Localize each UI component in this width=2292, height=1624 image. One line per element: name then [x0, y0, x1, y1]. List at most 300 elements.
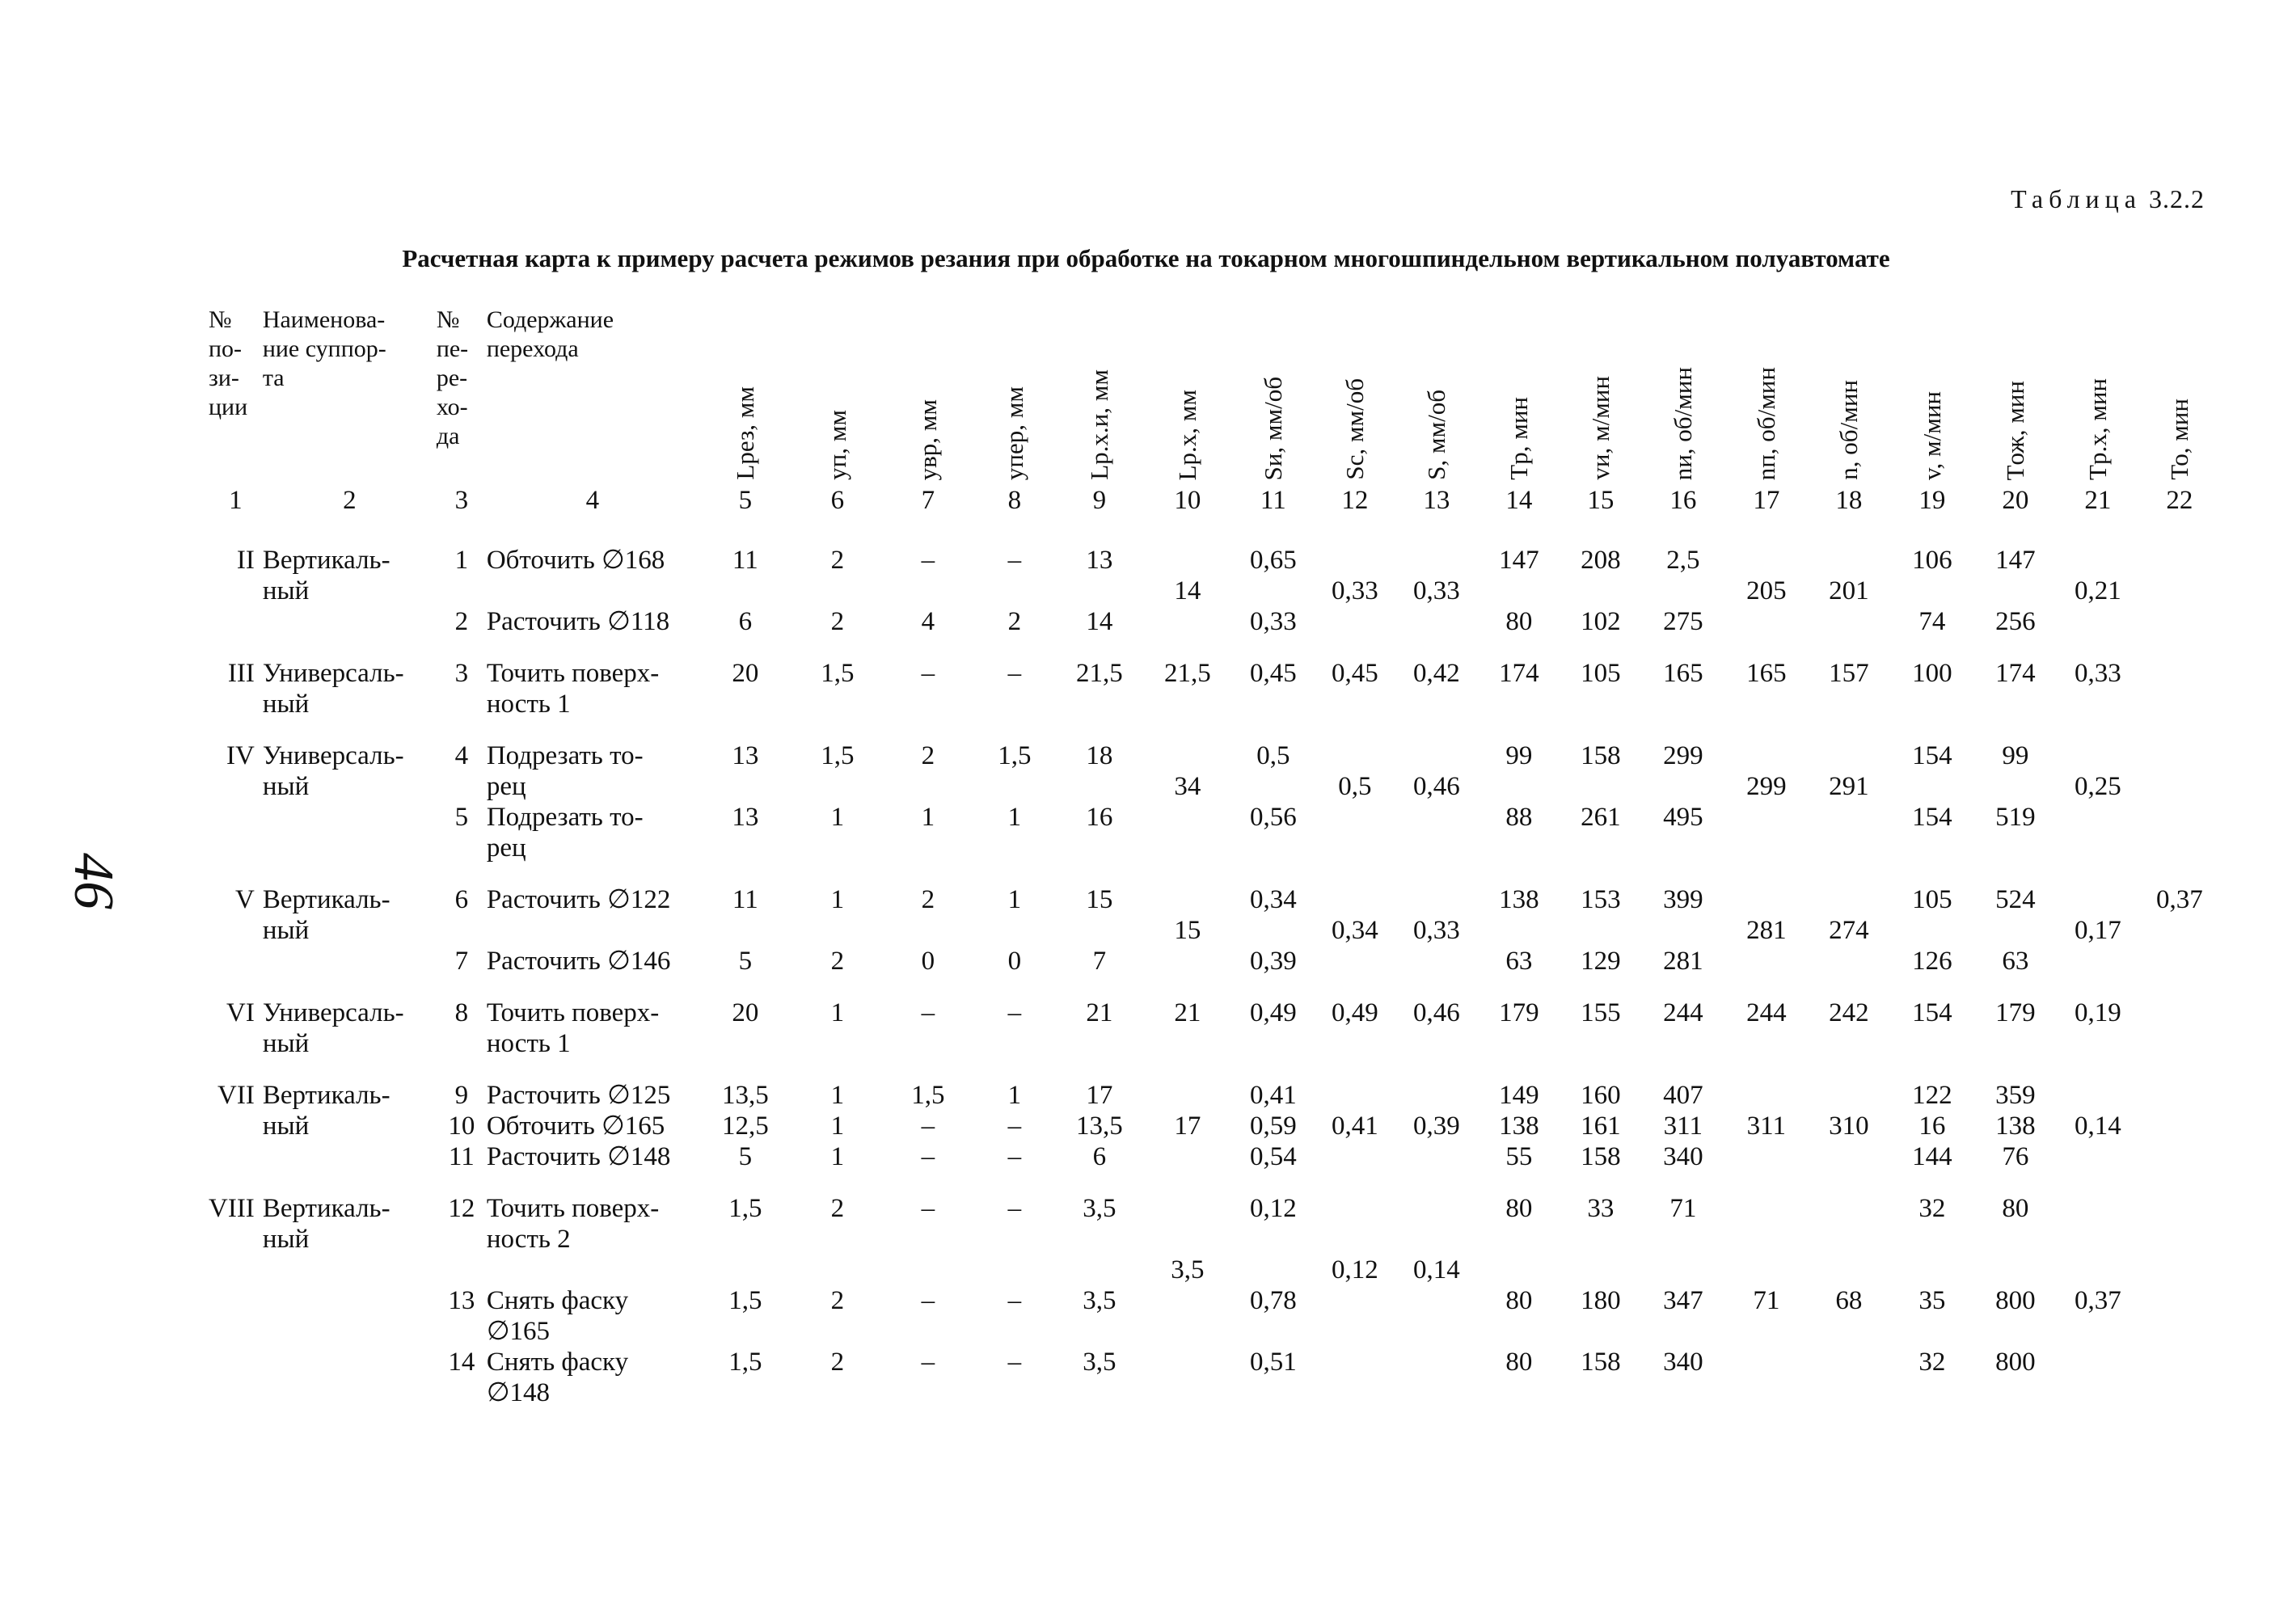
position-cell: VII [217, 1081, 255, 1110]
value-cell-c9 [1056, 1255, 1143, 1285]
value-cell-c18: 68 [1835, 1286, 1863, 1315]
support-cell [263, 689, 437, 719]
value-cell-c13 [1395, 884, 1478, 915]
value-cell-c9: 6 [1092, 1142, 1107, 1171]
value-cell-c22 [2139, 802, 2220, 833]
value-cell-c15: 158 [1581, 1348, 1621, 1377]
column-number: 11 [1260, 486, 1286, 515]
position-cell: III [227, 659, 255, 688]
table-title: Расчетная карта к примеру расчета режимов резания при обработке на токарном многошпиндельном вертикальном полуавтомате [402, 244, 1890, 272]
value-cell-c11 [1232, 771, 1315, 802]
position-cell: V [234, 885, 255, 914]
value-cell-c9 [1056, 915, 1143, 946]
table-row [209, 1255, 2220, 1285]
support-name-cont: ный [262, 1111, 310, 1141]
value-cell-c19 [1890, 1316, 1974, 1347]
value-cell-c11: 0,45 [1249, 659, 1297, 688]
value-cell-c8: – [1007, 998, 1022, 1027]
value-cell-c18 [1808, 1224, 1890, 1255]
value-cell-c14: 179 [1499, 998, 1539, 1027]
value-cell-c19: 105 [1912, 885, 1952, 914]
value-cell-c9: 3,5 [1083, 1286, 1116, 1315]
header-col8 [973, 306, 1056, 485]
value-cell-c15: 153 [1581, 885, 1621, 914]
value-cell-c8: – [1007, 659, 1022, 688]
value-cell-c11: 0,39 [1249, 947, 1297, 976]
value-cell-c18: 274 [1829, 916, 1869, 945]
value-cell-c8: – [1007, 1194, 1022, 1223]
value-cell-c9: 14 [1086, 607, 1113, 636]
value-cell-c22 [2139, 740, 2220, 771]
value-cell-c16: 275 [1663, 607, 1703, 636]
support-cell [263, 1255, 437, 1285]
transition-content-cell [487, 1111, 699, 1141]
value-cell-c12: 0,12 [1331, 1255, 1378, 1284]
value-cell-c21 [2057, 545, 2139, 576]
value-cell-c18 [1808, 802, 1890, 833]
value-cell-c21 [2057, 1377, 2139, 1408]
value-cell-c16 [1641, 833, 1725, 863]
transition-number-cell: 6 [454, 885, 469, 914]
value-cell-c19 [1890, 771, 1974, 802]
value-cell-c10 [1143, 1141, 1232, 1172]
value-cell-c20 [1974, 576, 2057, 606]
value-cell-c21 [2057, 1141, 2139, 1172]
position-cell: VIII [209, 1194, 255, 1223]
value-cell-c8 [973, 1028, 1056, 1059]
value-cell-c12: 0,41 [1331, 1111, 1378, 1141]
value-cell-c14: 138 [1499, 1111, 1539, 1141]
header-transition-content: Содержание перехода [486, 306, 614, 362]
support-name: Универсаль- [262, 998, 404, 1027]
value-cell-c5: 12,5 [721, 1111, 769, 1141]
column-number: 15 [1587, 486, 1615, 515]
value-cell-c5 [699, 689, 792, 719]
position-cell [209, 606, 263, 637]
support-cell [263, 1224, 437, 1255]
value-cell-c17: 311 [1746, 1111, 1786, 1141]
table-row [209, 1193, 2220, 1224]
header-col12 [1315, 306, 1395, 485]
transition-content-cell [487, 802, 699, 833]
value-cell-c22 [2139, 576, 2220, 606]
header-col9-label: Lр.х.и, мм [1084, 369, 1113, 480]
value-cell-c21 [2057, 1316, 2139, 1347]
support-cell [263, 915, 437, 946]
value-cell-c14: 63 [1505, 947, 1533, 976]
table-label [2011, 184, 2205, 214]
value-cell-c10: 14 [1174, 576, 1201, 605]
value-cell-c13 [1395, 1285, 1478, 1316]
value-cell-c10 [1143, 1285, 1232, 1316]
transition-number-cell: 5 [454, 803, 469, 832]
group-spacer [209, 637, 2220, 658]
value-cell-c12 [1315, 884, 1395, 915]
value-cell-c5 [699, 771, 792, 802]
value-cell-c14 [1478, 1316, 1560, 1347]
value-cell-c21 [2057, 1255, 2139, 1285]
header-col7-label: yвр, мм [913, 399, 942, 480]
value-cell-c22 [2139, 1285, 2220, 1316]
value-cell-c22 [2139, 1141, 2220, 1172]
value-cell-c21 [2057, 606, 2139, 637]
value-cell-c13: 0,42 [1412, 659, 1460, 688]
spacer-cell [209, 719, 2220, 740]
value-cell-c19: 154 [1912, 803, 1952, 832]
transition-content: Точить поверх- [486, 1194, 660, 1223]
transition-content-cell [487, 884, 699, 915]
value-cell-c10 [1143, 946, 1232, 977]
value-cell-c22 [2139, 1193, 2220, 1224]
spacer-cell [209, 637, 2220, 658]
value-cell-c13 [1395, 802, 1478, 833]
value-cell-c15 [1560, 576, 1641, 606]
value-cell-c9: 18 [1086, 741, 1113, 770]
value-cell-c17: 205 [1746, 576, 1787, 605]
transition-content: Точить поверх- [486, 998, 660, 1027]
value-cell-c10 [1143, 1193, 1232, 1224]
value-cell-c8 [973, 1255, 1056, 1285]
support-cell [263, 884, 437, 915]
position-cell [209, 802, 263, 833]
value-cell-c14 [1478, 1377, 1560, 1408]
transition-number-cell [437, 1316, 487, 1347]
value-cell-c6: 1 [830, 885, 845, 914]
header-col18-label: n, об/мин [1834, 380, 1863, 480]
value-cell-c9: 16 [1086, 803, 1113, 832]
value-cell-c17: 281 [1746, 916, 1787, 945]
value-cell-c7 [883, 1255, 973, 1285]
value-cell-c18 [1808, 545, 1890, 576]
spacer-cell [209, 1059, 2220, 1080]
transition-content-cell [487, 689, 699, 719]
value-cell-c13: 0,46 [1412, 772, 1460, 801]
value-cell-c5: 11 [732, 546, 758, 575]
column-number: 7 [921, 486, 935, 515]
transition-content: Обточить ∅168 [486, 546, 665, 575]
value-cell-c11: 0,33 [1249, 607, 1297, 636]
value-cell-c5: 11 [732, 885, 758, 914]
transition-content: Расточить ∅125 [486, 1081, 671, 1110]
value-cell-c19 [1890, 1255, 1974, 1285]
value-cell-c8: 1,5 [998, 741, 1032, 770]
transition-content-cont: рец [486, 772, 526, 801]
value-cell-c11 [1232, 1224, 1315, 1255]
value-cell-c8: – [1007, 1348, 1022, 1377]
value-cell-c10 [1143, 545, 1232, 576]
value-cell-c7: – [921, 546, 935, 575]
value-cell-c9: 21 [1086, 998, 1113, 1027]
value-cell-c20 [1974, 1316, 2057, 1347]
position-cell [209, 1111, 263, 1141]
value-cell-c11: 0,78 [1249, 1286, 1297, 1315]
transition-number-cell: 12 [448, 1194, 475, 1223]
value-cell-c7: 0 [921, 947, 935, 976]
value-cell-c17 [1725, 1255, 1808, 1285]
value-cell-c9 [1056, 1224, 1143, 1255]
value-cell-c13 [1395, 1141, 1478, 1172]
value-cell-c5: 13,5 [721, 1081, 769, 1110]
value-cell-c16: 71 [1669, 1194, 1697, 1223]
value-cell-c15: 102 [1581, 607, 1621, 636]
value-cell-c21: 0,17 [2074, 916, 2121, 945]
support-name: Вертикаль- [262, 546, 390, 575]
transition-content: Обточить ∅165 [486, 1111, 665, 1141]
value-cell-c15 [1560, 1224, 1641, 1255]
value-cell-c8: – [1007, 546, 1022, 575]
value-cell-c11: 0,51 [1249, 1348, 1297, 1377]
value-cell-c6 [792, 1224, 883, 1255]
table-row [209, 1347, 2220, 1377]
value-cell-c21 [2057, 1080, 2139, 1111]
value-cell-c6: 1 [830, 1081, 845, 1110]
value-cell-c9 [1056, 689, 1143, 719]
header-col20-label: Tож, мин [2000, 380, 2029, 480]
value-cell-c20 [1974, 833, 2057, 863]
value-cell-c6 [792, 915, 883, 946]
value-cell-c11: 0,65 [1249, 546, 1297, 575]
header-col11-label: Sи, мм/об [1258, 376, 1287, 480]
value-cell-c9 [1056, 1028, 1143, 1059]
value-cell-c5: 20 [732, 659, 759, 688]
transition-content-cont: ность 2 [486, 1225, 571, 1254]
group-spacer [209, 1059, 2220, 1080]
value-cell-c19 [1890, 1224, 1974, 1255]
table-row [209, 833, 2220, 863]
value-cell-c15: 208 [1581, 546, 1621, 575]
value-cell-c15 [1560, 833, 1641, 863]
support-cell [263, 606, 437, 637]
position-cell [209, 1255, 263, 1285]
value-cell-c22 [2139, 1028, 2220, 1059]
value-cell-c15 [1560, 771, 1641, 802]
header-col21 [2057, 306, 2139, 485]
table-row [209, 771, 2220, 802]
header-position: № по- зи- ции [209, 306, 248, 420]
column-number: 14 [1505, 486, 1533, 515]
transition-content: Снять фаску [486, 1348, 629, 1377]
transition-content: Расточить ∅118 [486, 607, 670, 636]
header-col10 [1143, 306, 1232, 485]
value-cell-c5 [699, 915, 792, 946]
value-cell-c6 [792, 1377, 883, 1408]
value-cell-c12 [1315, 545, 1395, 576]
value-cell-c21: 0,25 [2074, 772, 2121, 801]
value-cell-c20 [1974, 1255, 2057, 1285]
header-col10-label: Lр.х, мм [1172, 389, 1201, 480]
header-col22-label: To, мин [2164, 399, 2193, 480]
value-cell-c11: 0,34 [1249, 885, 1297, 914]
value-cell-c14 [1478, 1255, 1560, 1285]
value-cell-c13 [1395, 1193, 1478, 1224]
value-cell-c16: 311 [1663, 1111, 1703, 1141]
value-cell-c20: 99 [2002, 741, 2029, 770]
value-cell-c20: 138 [1995, 1111, 2036, 1141]
value-cell-c22 [2139, 689, 2220, 719]
support-name-cont: ный [262, 690, 310, 719]
header-col6 [792, 306, 883, 485]
header-col5-label: Lрез, мм [730, 386, 759, 480]
value-cell-c9 [1056, 833, 1143, 863]
transition-number-cell: 9 [454, 1081, 469, 1110]
value-cell-c11 [1232, 689, 1315, 719]
value-cell-c11 [1232, 1377, 1315, 1408]
value-cell-c21 [2057, 1347, 2139, 1377]
transition-content: Расточить ∅122 [486, 885, 671, 914]
value-cell-c6 [792, 576, 883, 606]
value-cell-c7: 1 [921, 803, 935, 832]
value-cell-c15: 261 [1581, 803, 1621, 832]
value-cell-c20 [1974, 1224, 2057, 1255]
value-cell-c10: 17 [1174, 1111, 1201, 1141]
transition-content-cont: ность 1 [486, 1029, 571, 1058]
value-cell-c7 [883, 1377, 973, 1408]
value-cell-c20: 519 [1995, 803, 2036, 832]
value-cell-c7: 4 [921, 607, 935, 636]
value-cell-c16 [1641, 1377, 1725, 1408]
value-cell-c13 [1395, 1028, 1478, 1059]
table-row [209, 740, 2220, 771]
value-cell-c17 [1725, 740, 1808, 771]
value-cell-c12 [1315, 1347, 1395, 1377]
value-cell-c7: – [921, 1348, 935, 1377]
value-cell-c17: 71 [1753, 1286, 1780, 1315]
transition-content: Расточить ∅146 [486, 947, 671, 976]
support-cell [263, 771, 437, 802]
value-cell-c14 [1478, 915, 1560, 946]
value-cell-c15: 155 [1581, 998, 1621, 1027]
value-cell-c17 [1725, 884, 1808, 915]
value-cell-c6: 1,5 [821, 659, 855, 688]
value-cell-c21 [2057, 802, 2139, 833]
value-cell-c17 [1725, 946, 1808, 977]
table-row [209, 1028, 2220, 1059]
column-number: 19 [1918, 486, 1946, 515]
value-cell-c22 [2139, 998, 2220, 1028]
value-cell-c14: 174 [1499, 659, 1539, 688]
transition-number-cell [437, 833, 487, 863]
support-name-cont: ный [262, 772, 310, 801]
value-cell-c13: 0,14 [1412, 1255, 1460, 1284]
transition-content-cell [487, 771, 699, 802]
support-cell [263, 740, 437, 771]
header-col16 [1641, 306, 1725, 485]
header-col14 [1478, 306, 1560, 485]
value-cell-c8 [973, 771, 1056, 802]
value-cell-c19 [1890, 689, 1974, 719]
header-col5 [699, 306, 792, 485]
value-cell-c13 [1395, 1377, 1478, 1408]
value-cell-c10 [1143, 833, 1232, 863]
value-cell-c15: 160 [1581, 1081, 1621, 1110]
value-cell-c14: 88 [1505, 803, 1533, 832]
value-cell-c19: 154 [1912, 998, 1952, 1027]
transition-number-cell: 1 [454, 546, 469, 575]
support-cell [263, 1028, 437, 1059]
transition-content-cell [487, 1347, 699, 1377]
value-cell-c19 [1890, 833, 1974, 863]
support-name-cont: ный [262, 1029, 310, 1058]
transition-number-cell [437, 915, 487, 946]
value-cell-c14: 80 [1505, 1286, 1533, 1315]
value-cell-c17 [1725, 1224, 1808, 1255]
value-cell-c5: 20 [732, 998, 759, 1027]
value-cell-c16: 340 [1663, 1142, 1703, 1171]
column-number: 16 [1669, 486, 1697, 515]
support-cell [263, 1080, 437, 1111]
spacer-cell [209, 1172, 2220, 1193]
column-number: 4 [585, 486, 600, 515]
value-cell-c7 [883, 833, 973, 863]
value-cell-c16 [1641, 771, 1725, 802]
value-cell-c16: 2,5 [1666, 546, 1700, 575]
value-cell-c12 [1315, 1316, 1395, 1347]
value-cell-c19 [1890, 576, 1974, 606]
transition-content-cell [487, 1255, 699, 1285]
position-cell: IV [226, 741, 255, 770]
value-cell-c17: 299 [1746, 772, 1787, 801]
transition-content-cell [487, 545, 699, 576]
column-numbers-row [209, 485, 2220, 524]
value-cell-c11: 0,56 [1249, 803, 1297, 832]
value-cell-c19 [1890, 915, 1974, 946]
value-cell-c21 [2057, 833, 2139, 863]
column-number: 9 [1092, 486, 1107, 515]
value-cell-c16: 165 [1663, 659, 1703, 688]
value-cell-c11: 0,59 [1249, 1111, 1297, 1141]
value-cell-c8: – [1007, 1111, 1022, 1141]
value-cell-c13 [1395, 833, 1478, 863]
position-cell [209, 1285, 263, 1316]
value-cell-c18: 157 [1829, 659, 1869, 688]
header-col7 [883, 306, 973, 485]
transition-content-cell [487, 915, 699, 946]
value-cell-c19: 144 [1912, 1142, 1952, 1171]
header-col14-label: Tр, мин [1504, 397, 1533, 480]
value-cell-c10: 34 [1174, 772, 1201, 801]
value-cell-c8: 1 [1007, 885, 1022, 914]
value-cell-c5 [699, 1377, 792, 1408]
header-col22 [2139, 306, 2220, 485]
support-name-cont: ный [262, 1225, 310, 1254]
position-cell [209, 946, 263, 977]
table-row [209, 998, 2220, 1028]
value-cell-c6 [792, 833, 883, 863]
value-cell-c9 [1056, 771, 1143, 802]
value-cell-c11 [1232, 1028, 1315, 1059]
value-cell-c5 [699, 1255, 792, 1285]
table-row [209, 946, 2220, 977]
table-label-word: Таблица [2011, 184, 2142, 213]
value-cell-c20: 800 [1995, 1286, 2036, 1315]
value-cell-c9: 13 [1086, 546, 1113, 575]
value-cell-c15: 158 [1581, 1142, 1621, 1171]
position-cell [209, 689, 263, 719]
value-cell-c12 [1315, 1377, 1395, 1408]
value-cell-c6: 2 [830, 1286, 845, 1315]
value-cell-c11 [1232, 833, 1315, 863]
value-cell-c20: 80 [2002, 1194, 2029, 1223]
transition-number-cell [437, 1028, 487, 1059]
value-cell-c18: 201 [1829, 576, 1869, 605]
value-cell-c22: 0,37 [2155, 885, 2203, 914]
support-name-cont: ный [262, 576, 310, 605]
transition-content-cont: ∅165 [486, 1317, 551, 1346]
column-number: 2 [343, 486, 357, 515]
value-cell-c9: 17 [1086, 1081, 1113, 1110]
value-cell-c5: 13 [732, 803, 759, 832]
value-cell-c17 [1725, 1193, 1808, 1224]
